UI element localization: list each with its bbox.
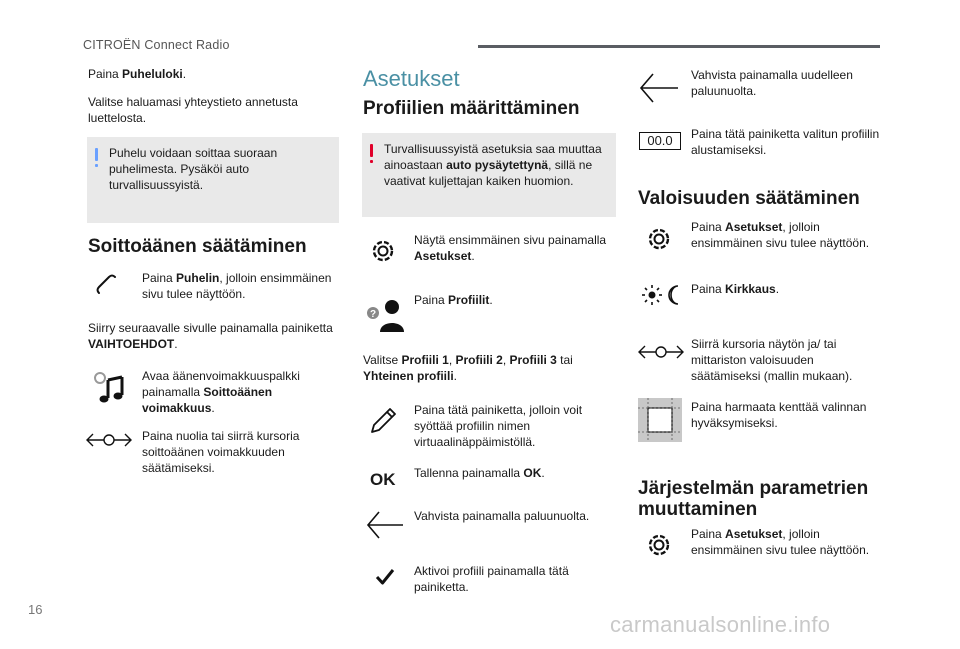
edit-pencil-icon — [366, 402, 402, 438]
section-title-settings: Asetukset — [363, 66, 460, 91]
text-reset-profile: Paina tätä painiketta valitun profiilin alustamiseksi. — [691, 127, 880, 157]
grey-area-icon — [638, 398, 682, 442]
text-ringtone-step4: Paina nuolia tai siirrä kursoria soittoäänen voimakkuuden säätämiseksi. — [142, 429, 300, 475]
info-icon — [95, 148, 98, 161]
text-brightness-step4: Paina harmaata kenttää valinnan hyväksymiseksi. — [691, 400, 867, 430]
paragraph-select-contact: Valitse haluamasi yhteystieto annetusta luettelosta. — [88, 95, 298, 125]
text-brightness-step2: Paina Kirkkaus. — [691, 282, 780, 296]
text-brightness-step1: Paina Asetukset, jolloin ensimmäinen sivu tulee näyttöön. — [691, 220, 870, 250]
warning-note-text: Turvallisuussyistä asetuksia saa muuttaa ainoastaan auto pysäytettynä, sillä ne vaativat kuljettajan kaiken huomion. — [384, 142, 602, 188]
back-arrow-icon-2 — [638, 70, 680, 106]
text-ringtone-step1: Paina Puhelin, jolloin ensimmäinen sivu tulee näyttöön. — [142, 271, 332, 301]
text-profiles-step3: Paina tätä painiketta, jolloin voit syöttää profiilin nimen virtuaalinäppäimistöllä. — [414, 403, 583, 449]
text-profiles-step2: Paina Profiilit. — [414, 293, 493, 307]
text-select-profile: Valitse Profiili 1, Profiili 2, Profiili 3 tai Yhteinen profiili. — [363, 353, 573, 383]
text-profiles-step4: Tallenna painamalla OK. — [414, 466, 545, 480]
text-ringtone-step3: Avaa äänenvoimakkuuspalkki painamalla Soittoäänen voimakkuus. — [142, 369, 300, 415]
slider-arrows-icon — [86, 428, 132, 452]
paragraph-call-log: Paina Puheluloki. — [88, 67, 187, 81]
ringtone-settings-icon — [88, 368, 128, 408]
text-confirm-again: Vahvista painamalla uudelleen paluunuolta. — [691, 68, 853, 98]
watermark: carmanualsonline.info — [610, 612, 831, 637]
info-icon-dot — [95, 164, 98, 167]
warning-icon — [370, 144, 373, 157]
page-number: 16 — [28, 602, 43, 617]
text-system-step1: Paina Asetukset, jolloin ensimmäinen sivu tulee näyttöön. — [691, 527, 870, 557]
text-profiles-step6: Aktivoi profiili painamalla tätä painiketta. — [414, 564, 569, 594]
settings-gear-icon — [366, 234, 400, 268]
slider-arrows-icon-2 — [638, 340, 684, 364]
profile-user-icon — [364, 296, 406, 334]
warning-note — [362, 133, 616, 217]
header-bar — [478, 45, 880, 48]
heading-ringtone: Soittoäänen säätäminen — [88, 236, 307, 257]
settings-gear-icon-2 — [642, 222, 676, 256]
text-profiles-step1: Näytä ensimmäinen sivu painamalla Asetukset. — [414, 233, 607, 263]
header-title: CITROËN Connect Radio — [83, 38, 230, 52]
ok-button-icon: OK — [370, 470, 396, 489]
settings-gear-icon-3 — [642, 528, 676, 562]
text-ringtone-step2: Siirry seuraavalle sivulle painamalla painiketta VAIHTOEHDOT. — [88, 321, 333, 351]
heading-profiles: Profiilien määrittäminen — [363, 98, 580, 119]
heading-brightness: Valoisuuden säätäminen — [638, 188, 860, 209]
brightness-icon — [640, 282, 684, 308]
text-brightness-step3: Siirrä kursoria näytön ja/ tai mittariston valoisuuden säätämiseksi (mallin mukaan). — [691, 337, 853, 383]
checkmark-icon — [372, 564, 398, 590]
warning-icon-dot — [370, 160, 373, 163]
text-profiles-step5: Vahvista painamalla paluunuolta. — [414, 509, 590, 523]
info-note — [87, 137, 339, 223]
svg-text:?: ? — [369, 309, 377, 320]
info-note-text: Puhelu voidaan soittaa suoraan puhelimesta. Pysäköi auto turvallisuussyistä. — [109, 146, 278, 192]
phone-icon — [90, 268, 124, 302]
reset-profile-icon: 00.0 — [639, 132, 681, 150]
back-arrow-icon — [364, 510, 406, 540]
heading-system-params: Järjestelmän parametrien muuttaminen — [638, 478, 869, 520]
